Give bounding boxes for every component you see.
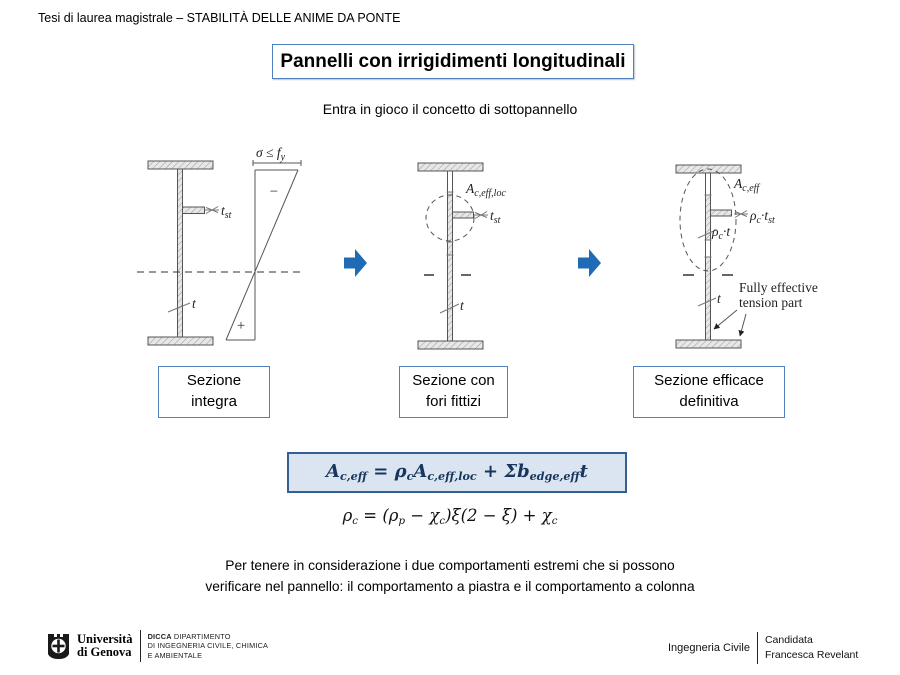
- caption-sezione-fori-fittizi: Sezione con fori fittizi: [399, 366, 508, 418]
- stiffener-thickness-label: $t_{st}$: [490, 208, 501, 226]
- reduced-web-thickness-label: $\rho_c\cdot t$: [712, 224, 731, 242]
- hatch-mark-icon: [734, 211, 748, 218]
- footer-divider: [757, 632, 758, 664]
- footer-candidate-block: [668, 632, 858, 664]
- fully-effective-label-line1: Fully effective: [739, 280, 818, 295]
- i-beam-efficace-diagram: [676, 165, 818, 348]
- university-name: Università di Genova: [77, 631, 133, 659]
- main-formula-box: [287, 452, 627, 493]
- i-beam-fori-fittizi-diagram: [418, 163, 506, 349]
- web-thickness-label: t: [192, 296, 196, 311]
- caption-sezione-integra: Sezione integra: [158, 366, 270, 418]
- slide-title: Pannelli con irrigidimenti longitudinali: [280, 50, 626, 72]
- slide-header-text: Tesi di laurea magistrale – STABILITÀ DELLE ANIME DA PONTE: [38, 11, 401, 25]
- course-name: Ingegneria Civile: [668, 642, 750, 654]
- candidate-label: Candidata: [764, 634, 813, 647]
- section-diagrams: [0, 130, 900, 370]
- stress-limit-label: $\sigma \le f_y$: [256, 145, 286, 163]
- slide-subtitle: Entra in gioco il concetto di sottopannello: [322, 101, 578, 117]
- web-thickness-label: t: [717, 291, 721, 306]
- flow-arrow-icon: [578, 249, 601, 277]
- reduced-stiffener-thickness-label: $\rho_c\cdot t_{st}$: [750, 208, 775, 226]
- body-text-line1: Per tenere in considerazione i due comportamenti estremi che si possono: [225, 558, 675, 573]
- stress-distribution-diagram: [226, 145, 301, 340]
- rho-c-formula: ρc = (ρp − χc)ξ(2 − ξ) + χc: [342, 506, 558, 527]
- stiffener-thickness-label: $t_{st}$: [221, 203, 232, 221]
- department-name: DICCA DIPARTIMENTO DI INGEGNERIA CIVILE, CHIMICA E AMBIENTALE: [147, 631, 269, 660]
- candidate-info: [765, 633, 858, 662]
- pointer-arrow-icon: [714, 310, 737, 329]
- flow-arrow-icon: [344, 249, 367, 277]
- slide-title-box: [272, 44, 634, 79]
- unige-logo: [46, 632, 71, 661]
- tension-sign: +: [236, 318, 246, 334]
- body-text: [0, 556, 900, 598]
- candidate-name: Francesca Revelant: [764, 649, 859, 661]
- effective-area-label: $A_{c,eff}$: [734, 176, 760, 194]
- footer-university-block: [46, 630, 268, 662]
- caption-sezione-efficace: Sezione efficace definitiva: [633, 366, 785, 418]
- fully-effective-label-line2: tension part: [739, 295, 803, 310]
- hatch-mark-icon: [474, 212, 488, 219]
- body-text-line2: verificare nel pannello: il comportamento a piastra e il comportamento a colonna: [205, 578, 695, 594]
- local-effective-area-label: $A_{c,eff,loc}$: [466, 181, 506, 199]
- pointer-arrow-icon: [740, 314, 746, 336]
- compression-sign: −: [269, 184, 279, 200]
- footer-divider: [140, 630, 141, 662]
- main-formula: Ac,eff = ρcAc,eff,loc + Σbedge,efft: [326, 461, 588, 484]
- web-thickness-label: t: [460, 298, 464, 313]
- hatch-mark-icon: [205, 207, 219, 214]
